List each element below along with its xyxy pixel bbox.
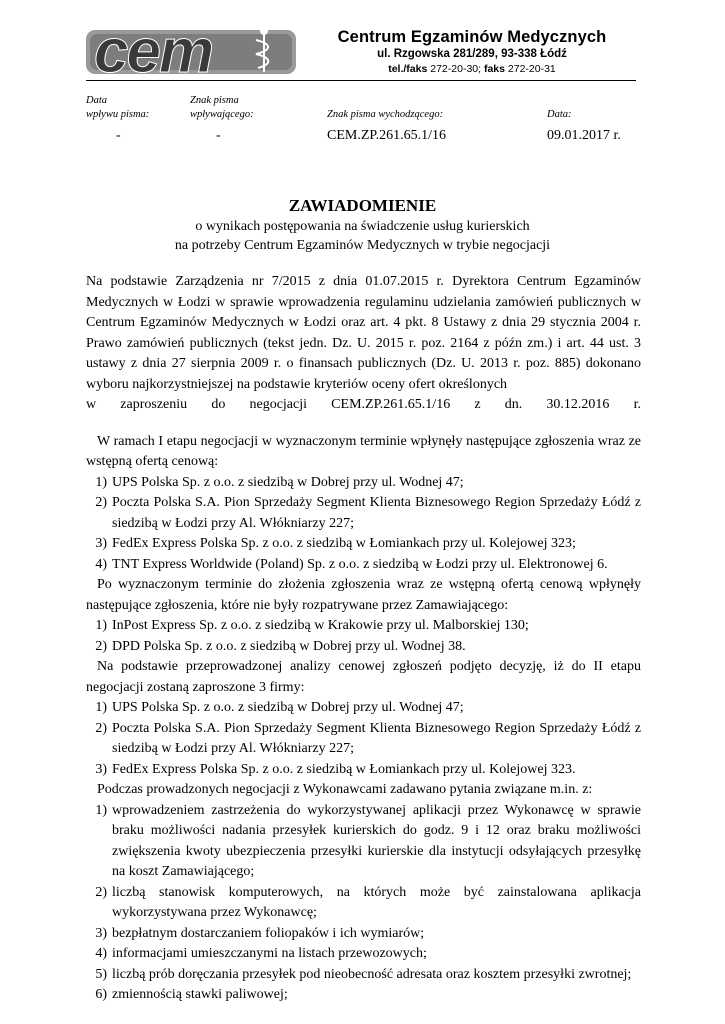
incoming-ref-value: - (216, 128, 221, 143)
organization-address: ul. Rzgowska 281/289, 93-338 Łódź (377, 48, 567, 60)
list-item: 1) InPost Express Sp. z o.o. z siedzibą w Krakowie przy ul. Malborskiej 130; (95, 618, 529, 633)
outgoing-ref-label: Znak pisma wychodzącego: (327, 109, 444, 120)
received-date-label: Data wpływu pisma: (86, 95, 150, 120)
list-item: 4) informacjami umieszczanymi na listach przewozowych; (95, 946, 427, 961)
list-first-stage (86, 473, 641, 576)
incoming-ref-label: Znak pisma wpływającego: (190, 95, 254, 120)
document-subtitle-line-1: o wynikach postępowania na świadczenie usług kurierskich (195, 219, 530, 234)
paragraph-late-submissions: Po wyznaczonym terminie do złożenia zgłoszenia wraz ze wstępną ofertą cenową wpłynęły następujące zgłoszenia, które nie były rozpatrywane przez Zamawiającego: (86, 577, 641, 613)
logo-lettering: cem (94, 22, 213, 78)
outgoing-ref-value: CEM.ZP.261.65.1/16 (327, 128, 447, 143)
list-item: 5) liczbą prób doręczania przesyłek pod nieobecność adresata oraz kosztem przesyłki zwrotnej; (95, 966, 632, 982)
date-value: 09.01.2017 r. (547, 128, 621, 143)
list-item: 1) UPS Polska Sp. z o.o. z siedzibą w Dobrej przy ul. Wodnej 47; (95, 474, 464, 490)
paragraph-second-stage: Na podstawie przeprowadzonej analizy cenowej zgłoszeń podjęto decyzję, iż do II etapu negocjacji zostaną zaproszone 3 firmy: (86, 659, 641, 695)
list-item: 3) bezpłatnym dostarczaniem foliopaków i ich wymiarów; (95, 925, 425, 941)
list-item: 6) zmiennością stawki paliwowej; (95, 987, 288, 1002)
cem-logo (86, 22, 296, 78)
list-item: 2) liczbą stanowisk komputerowych, na których może być zainstalowana aplikacja wykorzystywana przez Wykonawcę; (95, 884, 641, 920)
date-label: Data: (547, 109, 572, 120)
list-late-submissions (86, 616, 641, 657)
organization-phone (308, 62, 636, 76)
organization-header (308, 27, 636, 76)
list-item: 2) Poczta Polska S.A. Pion Sprzedaży Segment Klienta Biznesowego Region Sprzedaży Łódź z siedzibą w Łodzi przy Al. Włókniarzy 227; (95, 495, 641, 531)
tel-number: 272-20-30; (430, 63, 482, 75)
header-divider (86, 80, 636, 81)
intro-text: Na podstawie Zarządzenia nr 7/2015 z dnia 01.07.2015 r. Dyrektora Centrum Egzaminów Medycznych w Łodzi w sprawie wprowadzenia regulaminu udzielania zamówień publicznych w Centrum Egzaminów Medycznych w Łodzi oraz art. 4 pkt. 8 Ustawy z dnia 29 stycznia 2004 r. Prawo zamówień publicznych (tekst jedn. Dz. U. 2015 r. poz. 2164 z późn zm.) i art. 44 ust. 3 ustawy z dnia 27 sierpnia 2009 r. o finansach publicznych (Dz. U. 2013 r. poz. 885) dokonano wyboru najkorzystniejszej na podstawie kryteriów oceny ofert określonych (86, 274, 641, 392)
list-second-stage (86, 698, 641, 780)
paragraph-negotiation-questions: Podczas prowadzonych negocjacji z Wykonawcami zadawano pytania związane m.in. z: (97, 782, 593, 797)
document-body (86, 272, 641, 1006)
list-item: 1) UPS Polska Sp. z o.o. z siedzibą w Dobrej przy ul. Wodnej 47; (95, 700, 464, 715)
list-item: 4) TNT Express Worldwide (Poland) Sp. z o.o. z siedzibą w Łodzi przy ul. Elektronowej 6. (95, 556, 608, 572)
document-subtitle-line-2: na potrzeby Centrum Egzaminów Medycznych w trybie negocjacji (174, 238, 551, 253)
intro-last-line: w zaproszeniu do negocjacji CEM.ZP.261.65.1/16 z dn. 30.12.2016 r. (86, 397, 641, 412)
list-item: 3) FedEx Express Polska Sp. z o.o. z siedzibą w Łomiankach przy ul. Kolejowej 323; (95, 536, 576, 551)
paragraph-first-stage: W ramach I etapu negocjacji w wyznaczonym terminie wpłynęły następujące zgłoszenia wraz ze wstępną ofertą cenową: (86, 433, 641, 469)
received-date-value: - (116, 128, 121, 143)
document-title: ZAWIADOMIENIE (288, 196, 437, 215)
fax-number: 272-20-31 (507, 63, 556, 75)
list-item: 2) Poczta Polska S.A. Pion Sprzedaży Segment Klienta Biznesowego Region Sprzedaży Łódź z siedzibą w Łodzi przy Al. Włókniarzy 227; (95, 720, 641, 756)
fax-label: faks (483, 63, 505, 75)
tel-label: tel./faks (388, 63, 428, 75)
organization-name: Centrum Egzaminów Medycznych (337, 28, 607, 46)
list-item: 2) DPD Polska Sp. z o.o. z siedzibą w Dobrej przy ul. Wodnej 38. (95, 638, 466, 654)
list-item: 1) wprowadzeniem zastrzeżenia do wykorzystywanej aplikacji przez Wykonawcę w sprawie braku możliwości nadania przesyłek kurierskich do godz. 9 i 12 oraz braku możliwości zwiększenia kwoty ubezpieczenia przesyłki kurierskie dla instytucji odsyłających przesyłkę na koszt Zamawiającego; (95, 802, 641, 879)
list-negotiation-questions (86, 801, 641, 1006)
list-item: 3) FedEx Express Polska Sp. z o.o. z siedzibą w Łomiankach przy ul. Kolejowej 323. (95, 761, 576, 777)
intro-paragraph (86, 272, 641, 416)
